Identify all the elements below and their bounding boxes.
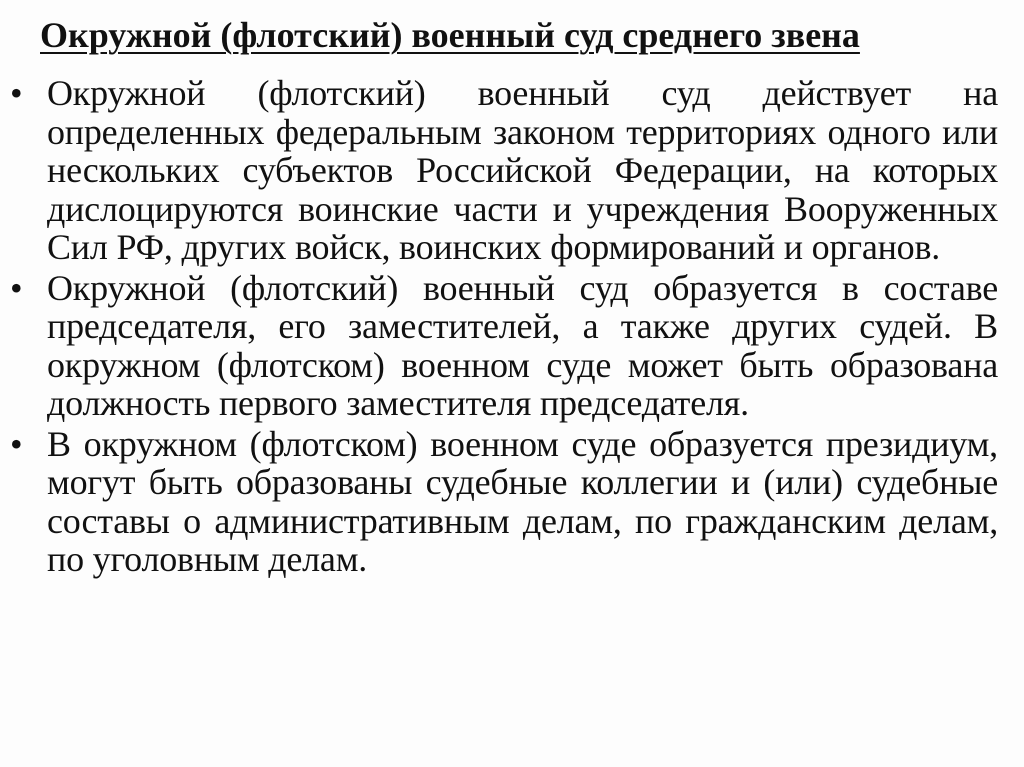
bullet-dot-icon: •	[10, 267, 23, 308]
bullet-text: Окружной (флотский) военный суд образуется в составе председателя, его заместителей, а также других судей. В окружном (флотском) военном суде может быть образована должность первого заместителя председателя.	[47, 267, 998, 423]
bullet-text: В окружном (флотском) военном суде образуется президиум, могут быть образованы судебные коллегии и (или) судебные составы о административным делам, по гражданским делам, по уголовным делам.	[47, 423, 998, 579]
bullet-text: Окружной (флотский) военный суд действует на определенных федеральным законом территориях одного или нескольких субъектов Российской Федерации, на которых дислоцируются воинские части и учреждения Вооруженных Сил РФ, других войск, воинских формирований и органов.	[47, 73, 998, 267]
bullet-list	[0, 74, 1024, 581]
bullet-item	[0, 269, 1024, 423]
bullet-item	[0, 74, 1024, 267]
slide-title: Окружной (флотский) военный суд среднего звена	[40, 15, 860, 55]
bullet-dot-icon: •	[10, 423, 23, 464]
bullet-dot-icon: •	[10, 73, 23, 113]
bullet-item	[0, 425, 1024, 579]
